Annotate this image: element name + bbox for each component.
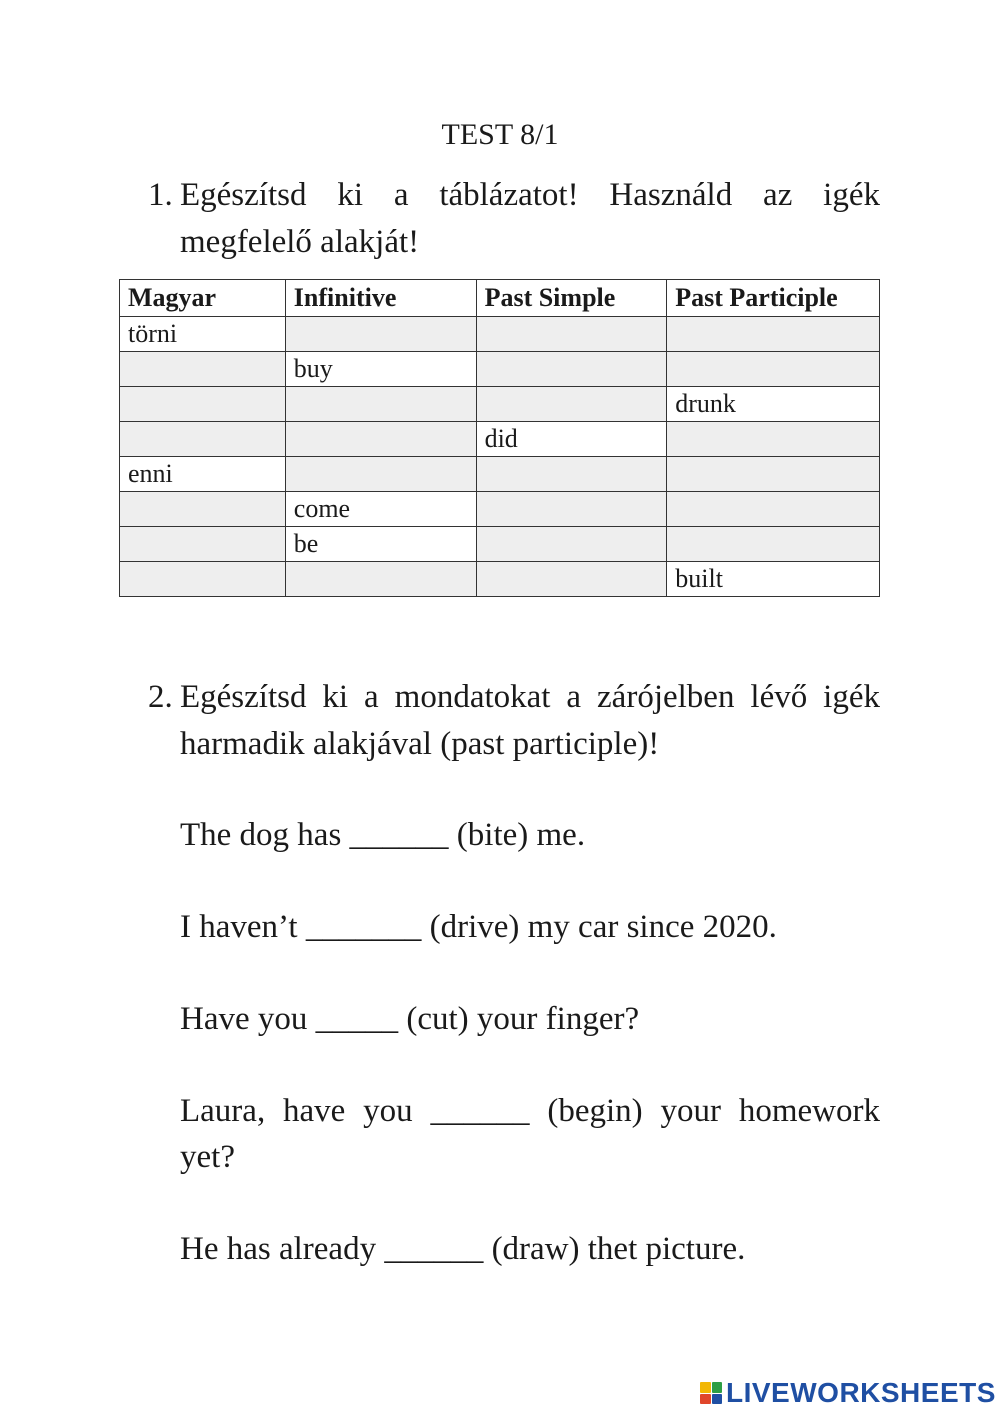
task-2-instruction: Egészítsd ki a mondatokat a zárójelben lévő igék harmadik alakjával (past participle)! <box>180 679 880 762</box>
cell-magyar[interactable] <box>120 387 286 422</box>
cell-past-simple[interactable] <box>476 492 667 527</box>
header-past-simple: Past Simple <box>476 280 667 317</box>
cell-infinitive: come <box>285 492 476 527</box>
table-row <box>120 492 880 527</box>
page-title: TEST 8/1 <box>441 118 559 151</box>
cell-past-simple[interactable] <box>476 527 667 562</box>
sentence-4: Laura, have you ______ (begin) your homework yet? <box>180 1093 880 1175</box>
cell-past-simple[interactable] <box>476 562 667 597</box>
cell-past-participle[interactable] <box>667 352 880 387</box>
cell-past-participle[interactable] <box>667 457 880 492</box>
table-row <box>120 387 880 422</box>
task-1-number: 1. <box>148 177 173 213</box>
cell-past-simple: did <box>476 422 667 457</box>
cell-magyar[interactable] <box>120 492 286 527</box>
table-header-row <box>120 280 880 317</box>
cell-past-participle[interactable] <box>667 317 880 352</box>
sentence-5: He has already ______ (draw) thet picture. <box>180 1231 746 1267</box>
task-2 <box>148 674 880 768</box>
sentence-3: Have you _____ (cut) your finger? <box>180 1001 640 1037</box>
cell-infinitive[interactable] <box>285 317 476 352</box>
cell-infinitive: buy <box>285 352 476 387</box>
header-past-participle: Past Participle <box>667 280 880 317</box>
header-infinitive: Infinitive <box>285 280 476 317</box>
liveworksheets-logo-icon <box>700 1382 722 1404</box>
sentence-1: The dog has ______ (bite) me. <box>180 817 586 853</box>
liveworksheets-logo-text: LIVEWORKSHEETS <box>726 1377 996 1408</box>
table-row <box>120 422 880 457</box>
header-magyar: Magyar <box>120 280 286 317</box>
logo-square-red <box>700 1394 711 1405</box>
table-row <box>120 317 880 352</box>
cell-past-participle[interactable] <box>667 492 880 527</box>
cell-past-participle[interactable] <box>667 527 880 562</box>
liveworksheets-logo <box>700 1378 996 1408</box>
table-row <box>120 352 880 387</box>
cell-infinitive[interactable] <box>285 422 476 457</box>
cell-past-simple[interactable] <box>476 387 667 422</box>
cell-magyar[interactable] <box>120 527 286 562</box>
cell-past-simple[interactable] <box>476 352 667 387</box>
cell-infinitive[interactable] <box>285 387 476 422</box>
cell-magyar: törni <box>120 317 286 352</box>
cell-past-simple[interactable] <box>476 317 667 352</box>
logo-square-yellow <box>700 1382 711 1393</box>
table-row <box>120 562 880 597</box>
task-1-instruction: Egészítsd ki a táblázatot! Használd az igék megfelelő alakját! <box>180 177 880 260</box>
table-row <box>120 527 880 562</box>
cell-magyar[interactable] <box>120 562 286 597</box>
task-1 <box>148 172 880 266</box>
task-2-number: 2. <box>148 679 173 715</box>
cell-infinitive: be <box>285 527 476 562</box>
table-row <box>120 457 880 492</box>
cell-past-participle[interactable] <box>667 422 880 457</box>
verb-forms-table <box>119 279 880 597</box>
cell-infinitive[interactable] <box>285 457 476 492</box>
logo-square-blue <box>712 1394 723 1405</box>
sentence-2: I haven’t _______ (drive) my car since 2020. <box>180 909 777 945</box>
cell-past-simple[interactable] <box>476 457 667 492</box>
cell-magyar[interactable] <box>120 352 286 387</box>
cell-past-participle: drunk <box>667 387 880 422</box>
cell-infinitive[interactable] <box>285 562 476 597</box>
cell-magyar: enni <box>120 457 286 492</box>
cell-magyar[interactable] <box>120 422 286 457</box>
cell-past-participle: built <box>667 562 880 597</box>
logo-square-green <box>712 1382 723 1393</box>
